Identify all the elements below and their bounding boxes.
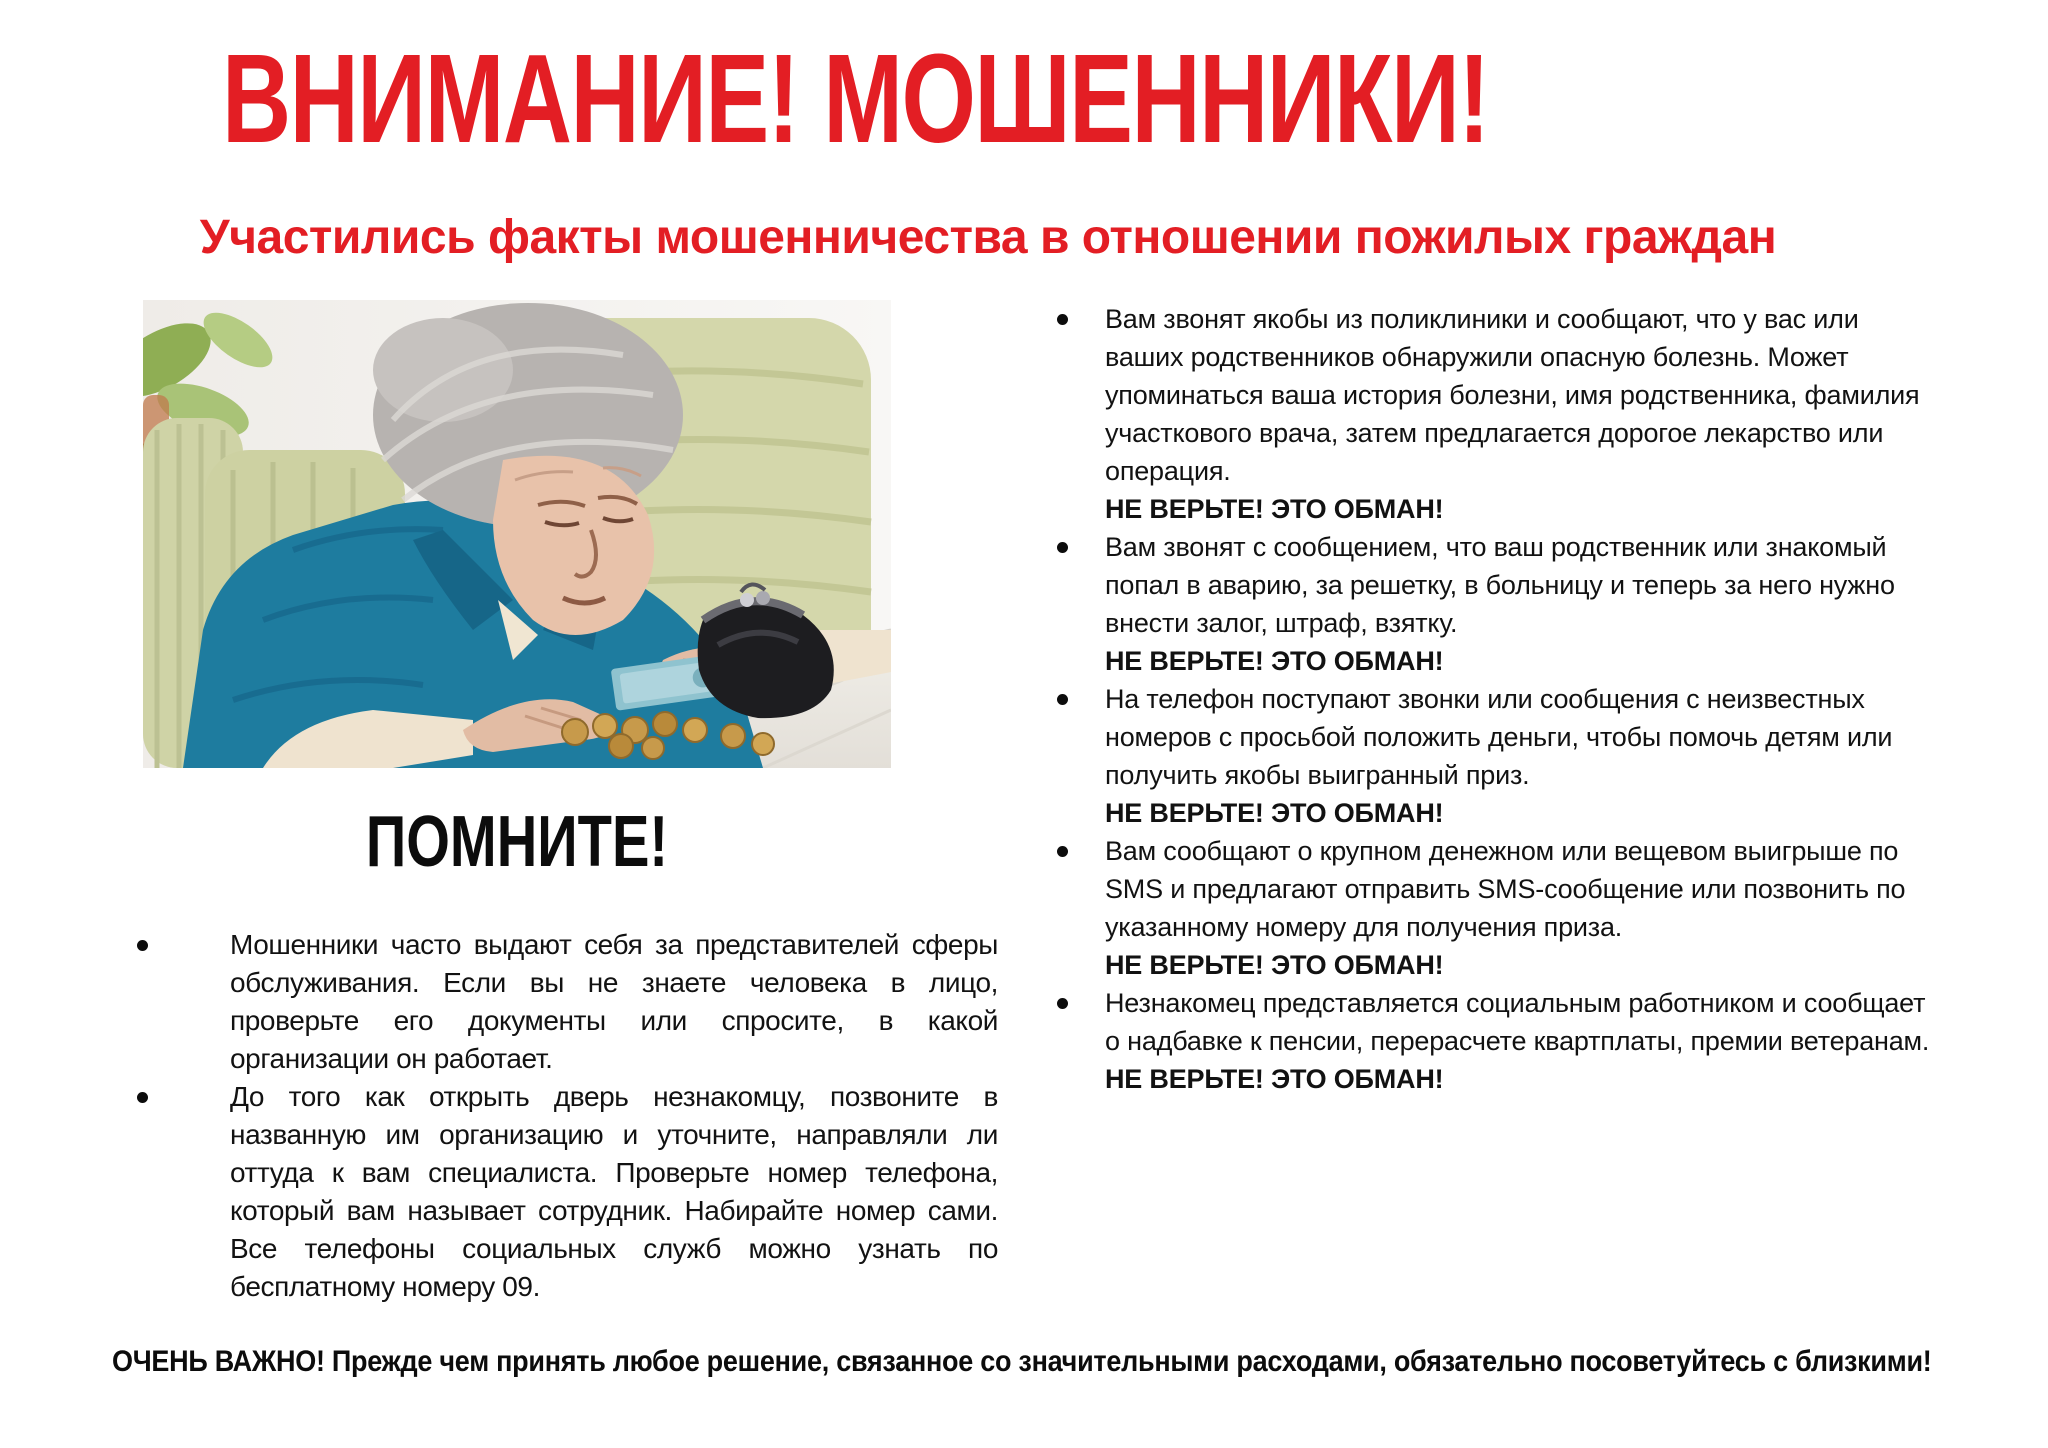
advice-text: До того как открыть дверь незнакомцу, позвоните в названную им организацию и уточните, направляли ли оттуда к вам специалиста. Проверьте номер телефона, который вам называет сотрудник. Набирайте номер сами. Все телефоны социальных служб можно узнать по бесплатному номеру 09. (230, 1081, 998, 1302)
list-item (120, 1078, 998, 1306)
warning-text: НЕ ВЕРЬТЕ! ЭТО ОБМАН! (1105, 950, 1444, 980)
advice-list (120, 926, 998, 1306)
elderly-woman-counting-coins-photo (143, 300, 891, 768)
warning-text: НЕ ВЕРЬТЕ! ЭТО ОБМАН! (1105, 1064, 1444, 1094)
list-item (1040, 832, 1932, 984)
warning-text: НЕ ВЕРЬТЕ! ЭТО ОБМАН! (1105, 646, 1444, 676)
warning-text: НЕ ВЕРЬТЕ! ЭТО ОБМАН! (1105, 494, 1444, 524)
footer-important-note: ОЧЕНЬ ВАЖНО! Прежде чем принять любое решение, связанное со значительными расходами, обязательно посоветуйтесь с близкими! (112, 1345, 1932, 1378)
list-item (1040, 984, 1932, 1098)
poster-subtitle: Участились факты мошенничества в отношении пожилых граждан (199, 211, 1777, 264)
list-item (1040, 680, 1932, 832)
scenario-text: Вам сообщают о крупном денежном или вещевом выигрыше по SMS и предлагают отправить SMS-сообщение или позвонить по указанному номеру для получения приза. (1105, 836, 1906, 942)
list-item (1040, 300, 1932, 528)
remember-heading: ПОМНИТЕ! (365, 802, 669, 882)
advice-text: Мошенники часто выдают себя за представителей сферы обслуживания. Если вы не знаете человека в лицо, проверьте его документы или спросите, в какой организации он работает. (230, 929, 998, 1074)
warning-text: НЕ ВЕРЬТЕ! ЭТО ОБМАН! (1105, 798, 1444, 828)
scenario-text: Вам звонят якобы из поликлиники и сообщают, что у вас или ваших родственников обнаружили опасную болезнь. Может упоминаться ваша история болезни, имя родственника, фамилия участкового врача, затем предлагается дорогое лекарство или операция. (1105, 304, 1920, 486)
scenario-text: Вам звонят с сообщением, что ваш родственник или знакомый попал в аварию, за решетку, в больницу и теперь за него нужно внести залог, штраф, взятку. (1105, 532, 1895, 638)
scam-scenarios-list (1040, 300, 1932, 1098)
scenario-text: Незнакомец представляется социальным работником и сообщает о надбавке к пенсии, перерасчете квартплаты, премии ветеранам. (1105, 988, 1930, 1056)
list-item (120, 926, 998, 1078)
poster-title: ВНИМАНИЕ! МОШЕННИКИ! (222, 28, 1489, 169)
list-item (1040, 528, 1932, 680)
scenario-text: На телефон поступают звонки или сообщения с неизвестных номеров с просьбой положить деньги, чтобы помочь детям или получить якобы выигранный приз. (1105, 684, 1893, 790)
